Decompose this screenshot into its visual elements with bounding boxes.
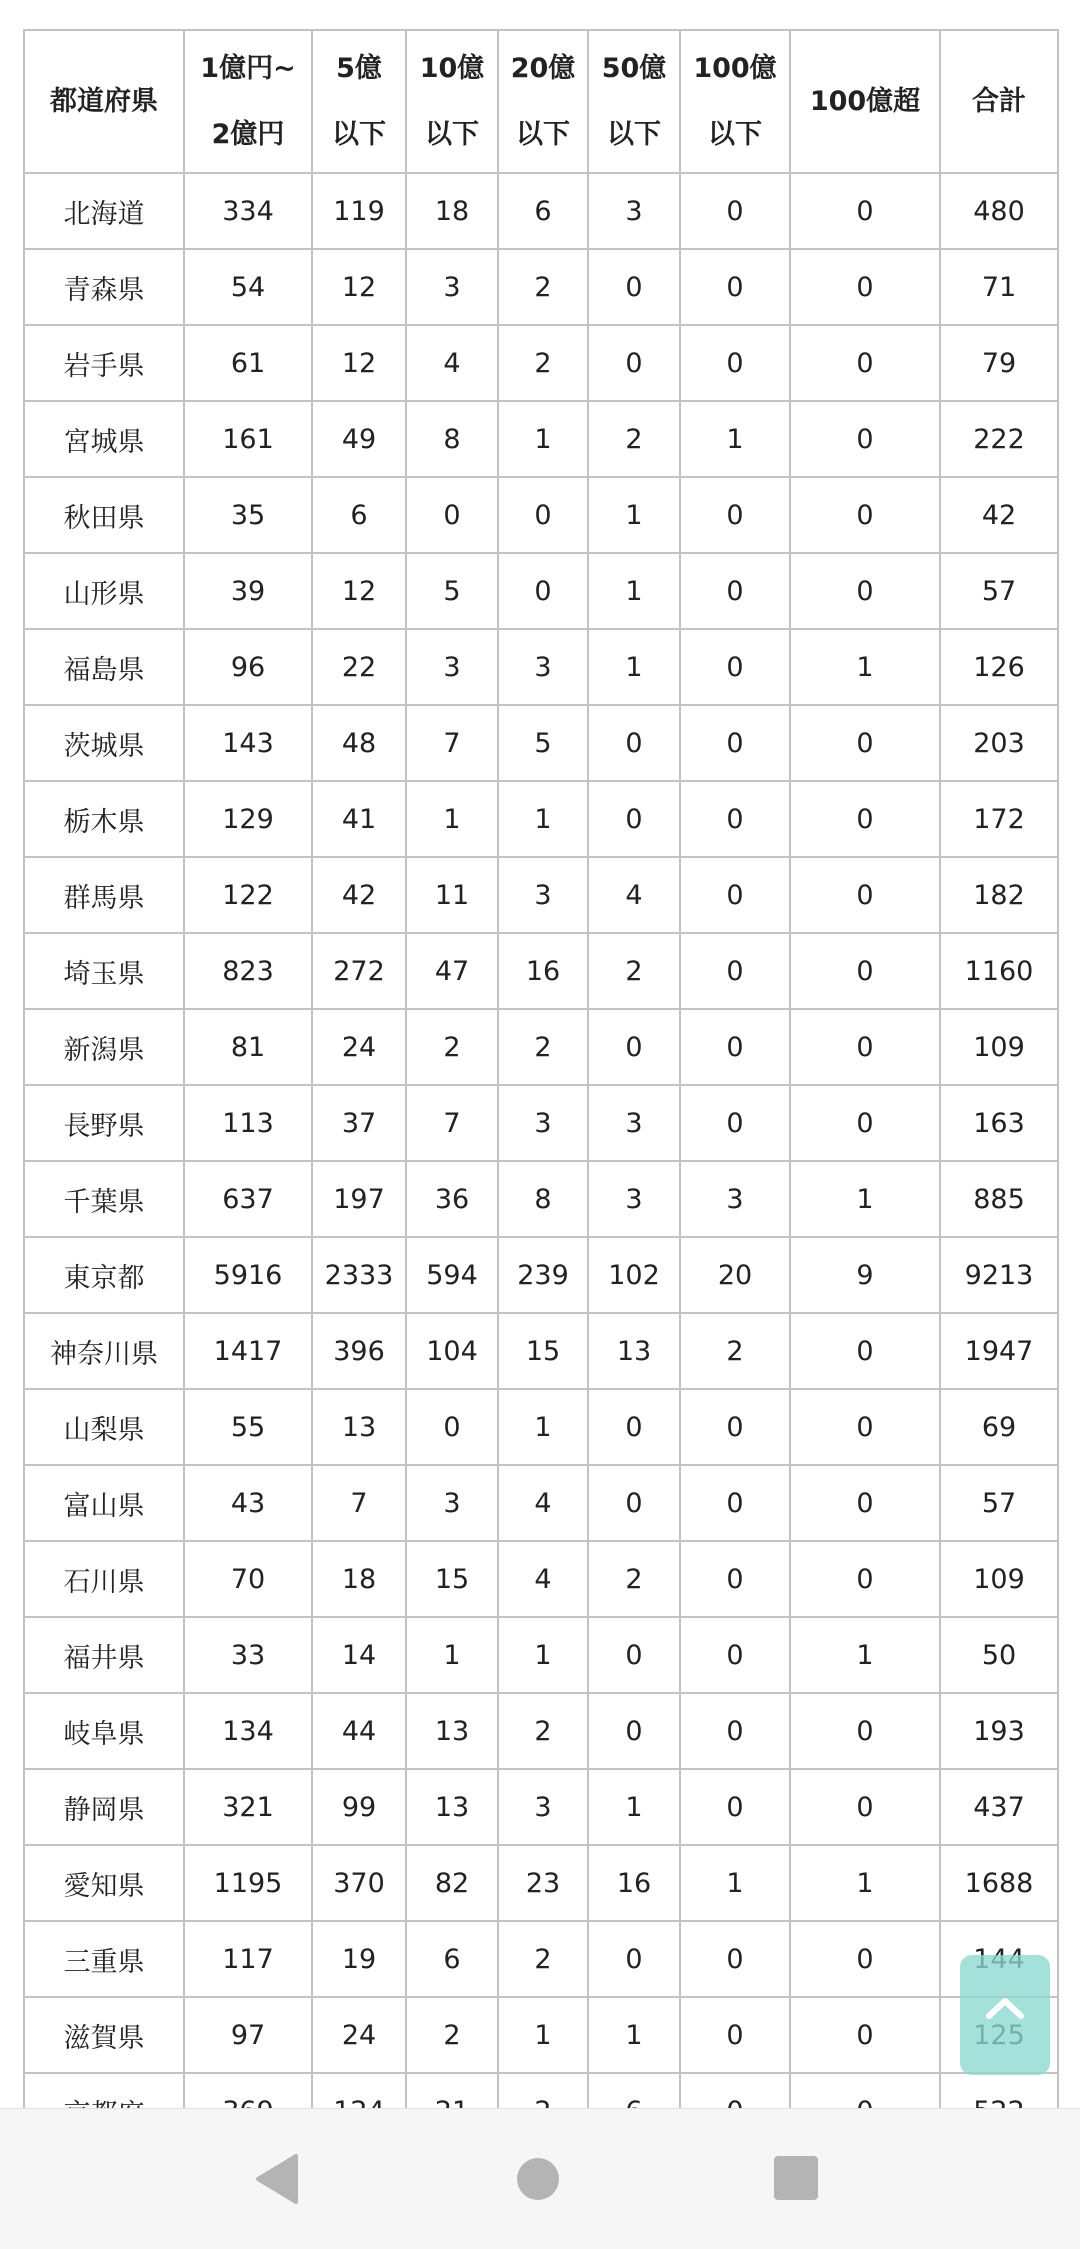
count-cell: 81 (184, 1009, 312, 1085)
count-cell: 19 (312, 1921, 406, 1997)
count-cell: 12 (312, 553, 406, 629)
count-cell: 0 (680, 1465, 790, 1541)
count-cell: 4 (498, 1465, 588, 1541)
count-cell: 0 (680, 1009, 790, 1085)
prefecture-cell: 石川県 (24, 1541, 184, 1617)
table-row (24, 857, 1058, 933)
header-prefecture: 都道府県 (24, 30, 184, 173)
count-cell: 0 (790, 1997, 940, 2073)
count-cell: 43 (184, 1465, 312, 1541)
count-cell: 3 (406, 1465, 498, 1541)
count-cell: 0 (680, 1921, 790, 1997)
table-row (24, 1693, 1058, 1769)
count-cell: 6 (498, 173, 588, 249)
prefecture-cell: 三重県 (24, 1921, 184, 1997)
table-row (24, 1845, 1058, 1921)
count-cell: 2 (498, 249, 588, 325)
count-cell: 1 (498, 1389, 588, 1465)
count-cell: 1417 (184, 1313, 312, 1389)
count-cell: 1 (498, 1617, 588, 1693)
count-cell: 5916 (184, 1237, 312, 1313)
count-cell: 69 (940, 1389, 1058, 1465)
header-total: 合計 (940, 30, 1058, 173)
android-navigation-bar (0, 2108, 1080, 2249)
count-cell: 3 (588, 1161, 680, 1237)
count-cell: 885 (940, 1161, 1058, 1237)
count-cell: 0 (588, 249, 680, 325)
table-body (24, 173, 1058, 2149)
count-cell: 8 (498, 1161, 588, 1237)
count-cell: 1195 (184, 1845, 312, 1921)
count-cell: 1 (790, 1617, 940, 1693)
count-cell: 0 (790, 705, 940, 781)
table-row (24, 1997, 1058, 2073)
count-cell: 321 (184, 1769, 312, 1845)
header-100oku-over: 100億超 (790, 30, 940, 173)
home-circle-icon (516, 2157, 560, 2201)
count-cell: 0 (680, 325, 790, 401)
prefecture-cell: 東京都 (24, 1237, 184, 1313)
count-cell: 1 (588, 1769, 680, 1845)
count-cell: 134 (184, 1693, 312, 1769)
count-cell: 0 (680, 705, 790, 781)
count-cell: 16 (588, 1845, 680, 1921)
back-button[interactable] (254, 2153, 300, 2209)
count-cell: 126 (940, 629, 1058, 705)
count-cell: 37 (312, 1085, 406, 1161)
count-cell: 203 (940, 705, 1058, 781)
table-row (24, 933, 1058, 1009)
prefecture-cell: 静岡県 (24, 1769, 184, 1845)
header-50oku-ika: 50億 以下 (588, 30, 680, 173)
table-row (24, 629, 1058, 705)
count-cell: 57 (940, 553, 1058, 629)
count-cell: 14 (312, 1617, 406, 1693)
count-cell: 0 (790, 857, 940, 933)
prefecture-cell: 青森県 (24, 249, 184, 325)
count-cell: 0 (790, 933, 940, 1009)
count-cell: 0 (406, 477, 498, 553)
recent-apps-button[interactable] (773, 2155, 819, 2205)
table-row (24, 1085, 1058, 1161)
count-cell: 161 (184, 401, 312, 477)
count-cell: 13 (312, 1389, 406, 1465)
count-cell: 35 (184, 477, 312, 553)
count-cell: 24 (312, 1009, 406, 1085)
count-cell: 0 (790, 173, 940, 249)
count-cell: 2 (680, 1313, 790, 1389)
table-row (24, 173, 1058, 249)
count-cell: 2 (588, 401, 680, 477)
count-cell: 119 (312, 173, 406, 249)
count-cell: 3 (406, 629, 498, 705)
count-cell: 13 (588, 1313, 680, 1389)
count-cell: 1 (406, 1617, 498, 1693)
count-cell: 2 (406, 1997, 498, 2073)
recent-apps-square-icon (773, 2155, 819, 2201)
count-cell: 0 (680, 249, 790, 325)
table-row (24, 477, 1058, 553)
table-row (24, 1009, 1058, 1085)
count-cell: 2 (498, 1009, 588, 1085)
count-cell: 334 (184, 173, 312, 249)
prefecture-cell: 千葉県 (24, 1161, 184, 1237)
count-cell: 18 (312, 1541, 406, 1617)
count-cell: 7 (406, 1085, 498, 1161)
count-cell: 0 (680, 1693, 790, 1769)
count-cell: 13 (406, 1693, 498, 1769)
table-row (24, 781, 1058, 857)
count-cell: 39 (184, 553, 312, 629)
count-cell: 23 (498, 1845, 588, 1921)
prefecture-cell: 富山県 (24, 1465, 184, 1541)
count-cell: 9213 (940, 1237, 1058, 1313)
back-triangle-icon (254, 2153, 300, 2205)
count-cell: 637 (184, 1161, 312, 1237)
count-cell: 2 (588, 1541, 680, 1617)
count-cell: 370 (312, 1845, 406, 1921)
count-cell: 1 (588, 1997, 680, 2073)
count-cell: 1947 (940, 1313, 1058, 1389)
table-row (24, 1237, 1058, 1313)
count-cell: 182 (940, 857, 1058, 933)
count-cell: 15 (498, 1313, 588, 1389)
prefecture-cell: 山梨県 (24, 1389, 184, 1465)
table-row (24, 705, 1058, 781)
count-cell: 0 (588, 1921, 680, 1997)
count-cell: 47 (406, 933, 498, 1009)
prefecture-cell: 群馬県 (24, 857, 184, 933)
prefecture-cell: 茨城県 (24, 705, 184, 781)
count-cell: 99 (312, 1769, 406, 1845)
header-20oku-ika: 20億 以下 (498, 30, 588, 173)
count-cell: 1 (790, 1161, 940, 1237)
count-cell: 61 (184, 325, 312, 401)
count-cell: 0 (680, 1997, 790, 2073)
count-cell: 0 (680, 173, 790, 249)
count-cell: 109 (940, 1009, 1058, 1085)
count-cell: 0 (588, 325, 680, 401)
count-cell: 143 (184, 705, 312, 781)
count-cell: 42 (312, 857, 406, 933)
count-cell: 0 (680, 553, 790, 629)
count-cell: 22 (312, 629, 406, 705)
table-row (24, 1313, 1058, 1389)
count-cell: 0 (680, 933, 790, 1009)
count-cell: 50 (940, 1617, 1058, 1693)
prefecture-data-table (23, 29, 1059, 2150)
count-cell: 193 (940, 1693, 1058, 1769)
count-cell: 0 (790, 1769, 940, 1845)
count-cell: 4 (406, 325, 498, 401)
prefecture-cell: 新潟県 (24, 1009, 184, 1085)
count-cell: 8 (406, 401, 498, 477)
count-cell: 594 (406, 1237, 498, 1313)
count-cell: 2 (498, 1921, 588, 1997)
count-cell: 3 (498, 857, 588, 933)
count-cell: 0 (790, 1085, 940, 1161)
count-cell: 0 (680, 629, 790, 705)
count-cell: 0 (790, 1541, 940, 1617)
count-cell: 33 (184, 1617, 312, 1693)
prefecture-cell: 山形県 (24, 553, 184, 629)
count-cell: 3 (680, 1161, 790, 1237)
count-cell: 97 (184, 1997, 312, 2073)
count-cell: 12 (312, 325, 406, 401)
count-cell: 0 (790, 553, 940, 629)
count-cell: 0 (498, 553, 588, 629)
count-cell: 1160 (940, 933, 1058, 1009)
count-cell: 16 (498, 933, 588, 1009)
count-cell: 49 (312, 401, 406, 477)
count-cell: 71 (940, 249, 1058, 325)
count-cell: 3 (588, 1085, 680, 1161)
count-cell: 79 (940, 325, 1058, 401)
count-cell: 2333 (312, 1237, 406, 1313)
count-cell: 0 (790, 1313, 940, 1389)
table-row (24, 1921, 1058, 1997)
count-cell: 172 (940, 781, 1058, 857)
count-cell: 222 (940, 401, 1058, 477)
count-cell: 0 (680, 781, 790, 857)
count-cell: 44 (312, 1693, 406, 1769)
count-cell: 9 (790, 1237, 940, 1313)
count-cell: 1 (680, 401, 790, 477)
count-cell: 0 (680, 1389, 790, 1465)
count-cell: 0 (680, 1769, 790, 1845)
table-row (24, 1541, 1058, 1617)
count-cell: 0 (680, 1617, 790, 1693)
prefecture-cell: 岩手県 (24, 325, 184, 401)
count-cell: 11 (406, 857, 498, 933)
count-cell: 109 (940, 1541, 1058, 1617)
count-cell: 1 (588, 477, 680, 553)
count-cell: 1688 (940, 1845, 1058, 1921)
prefecture-cell: 神奈川県 (24, 1313, 184, 1389)
count-cell: 1 (498, 1997, 588, 2073)
count-cell: 0 (588, 1693, 680, 1769)
count-cell: 104 (406, 1313, 498, 1389)
count-cell: 0 (790, 1465, 940, 1541)
count-cell: 0 (498, 477, 588, 553)
count-cell: 5 (498, 705, 588, 781)
count-cell: 55 (184, 1389, 312, 1465)
count-cell: 18 (406, 173, 498, 249)
prefecture-cell: 宮城県 (24, 401, 184, 477)
count-cell: 0 (680, 1541, 790, 1617)
count-cell: 0 (588, 1465, 680, 1541)
count-cell: 0 (790, 1921, 940, 1997)
prefecture-cell: 滋賀県 (24, 1997, 184, 2073)
prefecture-cell: 北海道 (24, 173, 184, 249)
count-cell: 12 (312, 249, 406, 325)
count-cell: 0 (588, 705, 680, 781)
count-cell: 1 (498, 781, 588, 857)
count-cell: 70 (184, 1541, 312, 1617)
count-cell: 24 (312, 1997, 406, 2073)
table-row (24, 553, 1058, 629)
count-cell: 0 (790, 401, 940, 477)
prefecture-cell: 福井県 (24, 1617, 184, 1693)
count-cell: 6 (406, 1921, 498, 1997)
count-cell: 1 (680, 1845, 790, 1921)
count-cell: 1 (790, 1845, 940, 1921)
count-cell: 48 (312, 705, 406, 781)
count-cell: 54 (184, 249, 312, 325)
prefecture-cell: 福島県 (24, 629, 184, 705)
count-cell: 396 (312, 1313, 406, 1389)
count-cell: 0 (680, 1085, 790, 1161)
count-cell: 0 (588, 781, 680, 857)
header-100oku-ika: 100億 以下 (680, 30, 790, 173)
count-cell: 2 (588, 933, 680, 1009)
count-cell: 122 (184, 857, 312, 933)
table-row (24, 401, 1058, 477)
count-cell: 42 (940, 477, 1058, 553)
prefecture-cell: 岐阜県 (24, 1693, 184, 1769)
count-cell: 480 (940, 173, 1058, 249)
prefecture-cell: 埼玉県 (24, 933, 184, 1009)
count-cell: 0 (790, 325, 940, 401)
count-cell: 82 (406, 1845, 498, 1921)
count-cell: 36 (406, 1161, 498, 1237)
count-cell: 117 (184, 1921, 312, 1997)
count-cell: 0 (790, 1389, 940, 1465)
count-cell: 4 (498, 1541, 588, 1617)
count-cell: 239 (498, 1237, 588, 1313)
table-row (24, 1389, 1058, 1465)
count-cell: 0 (790, 477, 940, 553)
count-cell: 0 (680, 857, 790, 933)
table-row (24, 1465, 1058, 1541)
count-cell: 197 (312, 1161, 406, 1237)
count-cell: 7 (406, 705, 498, 781)
count-cell: 0 (790, 781, 940, 857)
table-row (24, 1617, 1058, 1693)
count-cell: 3 (588, 173, 680, 249)
count-cell: 272 (312, 933, 406, 1009)
prefecture-cell: 愛知県 (24, 1845, 184, 1921)
scroll-to-top-button[interactable] (960, 1955, 1050, 2075)
count-cell: 0 (588, 1009, 680, 1085)
count-cell: 4 (588, 857, 680, 933)
count-cell: 823 (184, 933, 312, 1009)
count-cell: 437 (940, 1769, 1058, 1845)
count-cell: 1 (790, 629, 940, 705)
count-cell: 20 (680, 1237, 790, 1313)
count-cell: 0 (790, 1009, 940, 1085)
header-1oku-2oku: 1億円~ 2億円 (184, 30, 312, 173)
header-10oku-ika: 10億 以下 (406, 30, 498, 173)
count-cell: 3 (498, 1085, 588, 1161)
count-cell: 6 (312, 477, 406, 553)
count-cell: 1 (498, 401, 588, 477)
table-header-row (24, 30, 1058, 173)
count-cell: 5 (406, 553, 498, 629)
count-cell: 0 (588, 1389, 680, 1465)
count-cell: 2 (406, 1009, 498, 1085)
count-cell: 1 (588, 629, 680, 705)
count-cell: 3 (406, 249, 498, 325)
count-cell: 96 (184, 629, 312, 705)
table-row (24, 1161, 1058, 1237)
count-cell: 1 (588, 553, 680, 629)
count-cell: 0 (790, 1693, 940, 1769)
count-cell: 0 (588, 1617, 680, 1693)
chevron-up-icon (986, 1997, 1024, 2019)
count-cell: 113 (184, 1085, 312, 1161)
count-cell: 7 (312, 1465, 406, 1541)
count-cell: 3 (498, 1769, 588, 1845)
home-button[interactable] (516, 2157, 560, 2205)
count-cell: 0 (680, 477, 790, 553)
prefecture-cell: 秋田県 (24, 477, 184, 553)
table-row (24, 1769, 1058, 1845)
prefecture-cell: 栃木県 (24, 781, 184, 857)
count-cell: 2 (498, 325, 588, 401)
count-cell: 57 (940, 1465, 1058, 1541)
count-cell: 15 (406, 1541, 498, 1617)
table-row (24, 249, 1058, 325)
count-cell: 0 (790, 249, 940, 325)
count-cell: 3 (498, 629, 588, 705)
count-cell: 41 (312, 781, 406, 857)
count-cell: 102 (588, 1237, 680, 1313)
count-cell: 13 (406, 1769, 498, 1845)
prefecture-cell: 長野県 (24, 1085, 184, 1161)
count-cell: 129 (184, 781, 312, 857)
header-5oku-ika: 5億 以下 (312, 30, 406, 173)
count-cell: 163 (940, 1085, 1058, 1161)
count-cell: 0 (406, 1389, 498, 1465)
count-cell: 2 (498, 1693, 588, 1769)
count-cell: 1 (406, 781, 498, 857)
table-row (24, 325, 1058, 401)
